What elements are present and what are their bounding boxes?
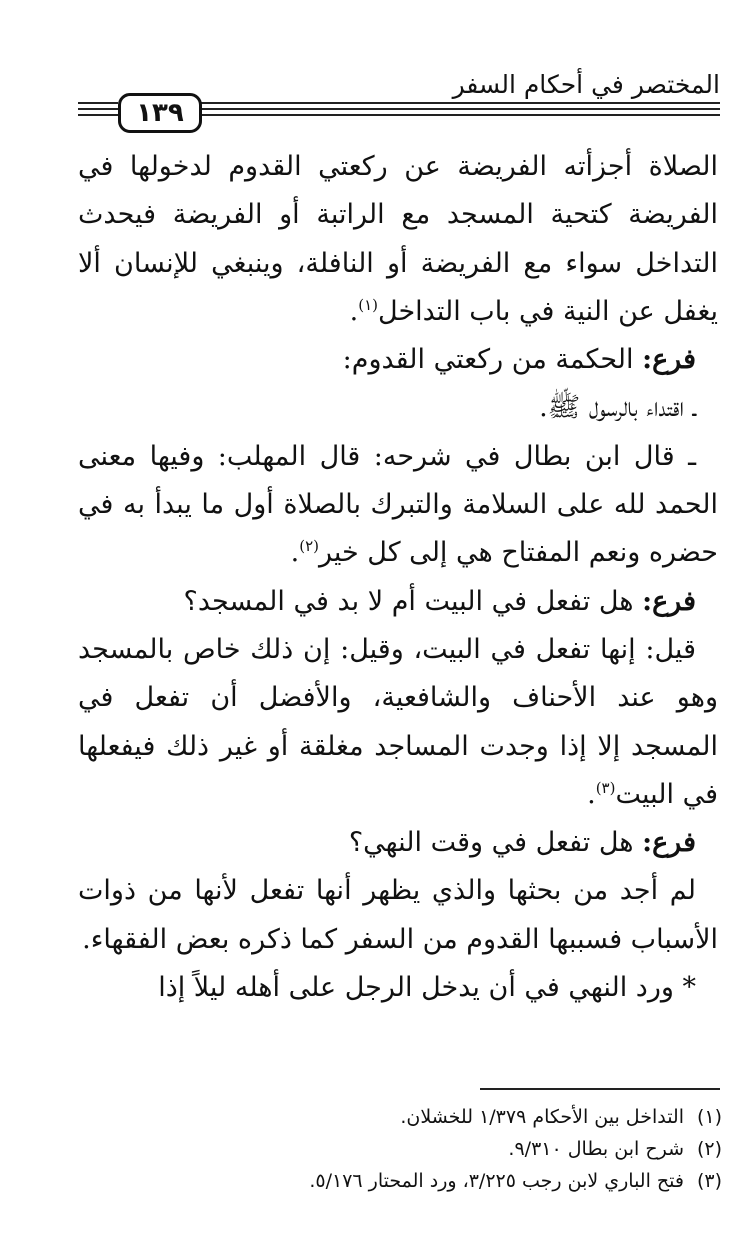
footnotes <box>40 1101 722 1197</box>
page-header <box>0 0 756 150</box>
page-number-badge: ١٣٩ <box>118 93 202 133</box>
footnote-ref-1: (١) <box>358 295 379 314</box>
footnote-ref-2: (٢) <box>299 537 319 556</box>
footnote-item <box>40 1133 722 1165</box>
section-heading-text: الحكمة من ركعتي القدوم: <box>342 344 643 376</box>
footnote-item <box>40 1165 722 1197</box>
paragraph-2-end: . <box>290 537 300 569</box>
section-heading-label: فرع: <box>642 827 696 859</box>
footnote-separator <box>480 1088 720 1090</box>
footnote-text: شرح ابن بطال ٩/٣١٠. <box>508 1138 684 1160</box>
section-heading-text: هل تفعل في وقت النهي؟ <box>348 827 643 859</box>
running-header-title: المختصر في أحكام السفر <box>452 70 720 99</box>
footnote-number: (٣) <box>696 1170 722 1192</box>
header-rule-left-bottom <box>78 114 118 116</box>
header-rule-right-bottom <box>196 114 720 116</box>
paragraph-1-text: الصلاة أجزأته الفريضة عن ركعتي القدوم لدخولها في الفريضة كتحية المسجد مع الراتبة أو الفريضة فيحدث التداخل سواء مع الفريضة أو النافلة، وينبغي للإنسان ألا يغفل عن النية في باب التداخل <box>78 151 718 327</box>
footnote-number: (١) <box>696 1106 722 1128</box>
list-item-following-prophet: ـ اقتداء بالرسول ﷺ. <box>539 392 696 424</box>
main-text <box>78 143 718 1012</box>
header-rule-right-mid <box>196 108 720 110</box>
paragraph-2-text: ـ قال ابن بطال في شرحه: قال المهلب: وفيها معنى الحمد لله على السلامة والتبرك بالصلاة أول ما يبدأ به في حضره ونعم المفتاح هي إلى كل خير <box>78 440 718 569</box>
paragraph-prohibited-time: لم أجد من بحثها والذي يظهر أنها تفعل لأنها من ذوات الأسباب فسببها القدوم من السفر كما ذكره بعض الفقهاء. <box>78 875 718 955</box>
footnote-number: (٢) <box>696 1138 722 1160</box>
footnote-ref-3: (٣) <box>595 778 616 797</box>
paragraph-1 <box>78 143 718 336</box>
paragraph-ibn-battal <box>78 433 718 578</box>
section-heading-label: فرع: <box>642 585 696 617</box>
section-heading-label: فرع: <box>642 344 696 376</box>
footnote-text: فتح الباري لابن رجب ٣/٢٢٥، ورد المحتار ٥/١٧٦. <box>309 1170 684 1192</box>
header-rule-right-top <box>196 102 720 104</box>
paragraph-home-or-mosque <box>78 626 718 819</box>
paragraph-3-end: . <box>587 778 596 810</box>
section-heading-wisdom <box>78 336 718 384</box>
section-heading-text: هل تفعل في البيت أم لا بد في المسجد؟ <box>183 585 643 617</box>
footnote-item <box>40 1101 722 1133</box>
footnote-text: التداخل بين الأحكام ١/٣٧٩ للخشلان. <box>400 1106 684 1128</box>
section-heading-prohibited-time <box>78 819 718 867</box>
section-heading-home-or-mosque <box>78 578 718 626</box>
header-rule-left-mid <box>78 108 118 110</box>
header-rule-left-top <box>78 102 118 104</box>
paragraph-3-text: قيل: إنها تفعل في البيت، وقيل: إن ذلك خاص بالمسجد وهو عند الأحناف والشافعية، والأفضل أن تفعل في المسجد إلا إذا وجدت المساجد مغلقة أو غير ذلك فيفعلها في البيت <box>78 633 718 810</box>
paragraph-night-return: * ورد النهي في أن يدخل الرجل على أهله ليلاً إذا <box>158 972 696 1004</box>
paragraph-1-end: . <box>349 295 359 327</box>
